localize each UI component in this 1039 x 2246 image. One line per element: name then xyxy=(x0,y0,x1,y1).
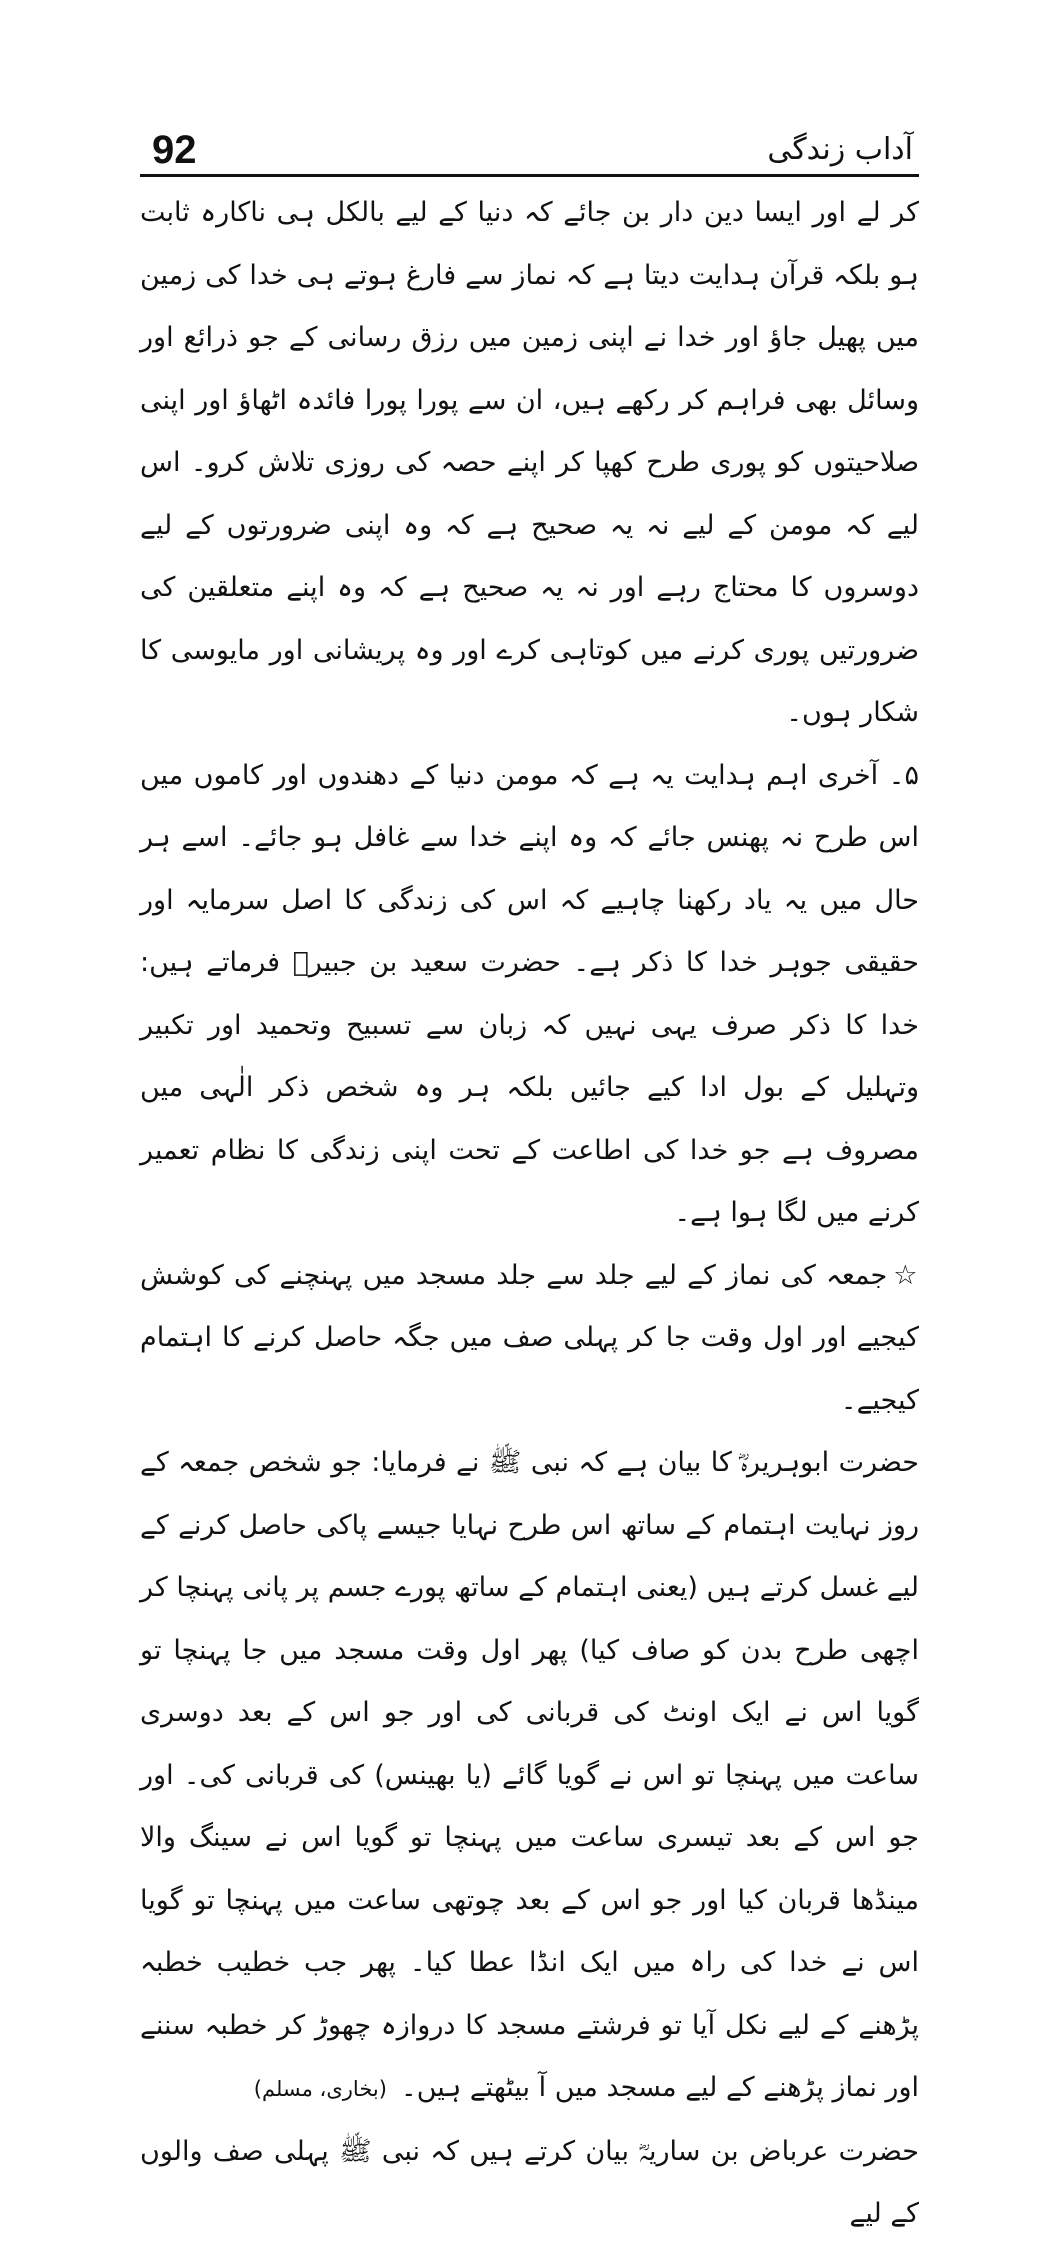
paragraph-4-text: حضرت ابوہریرہؓ کا بیان ہے کہ نبی ﷺ نے فرمایا: جو شخص جمعہ کے روز نہایت اہتمام کے ساتھ اس طرح نہایا جیسے پاکی حاصل کرنے کے لیے غسل کرتے ہیں (یعنی اہتمام کے ساتھ پورے جسم پر پانی پہنچا کر اچھی طرح بدن کو صاف کیا) پھر اول وقت مسجد میں جا پہنچا تو گویا اس نے ایک اونٹ کی قربانی کی اور جو اس کے بعد دوسری ساعت میں پہنچا تو اس نے گویا گائے (یا بھینس) کی قربانی کی۔ اور جو اس کے بعد تیسری ساعت میں پہنچا تو گویا اس نے سینگ والا مینڈھا قربان کیا اور جو اس کے بعد چوتھی ساعت میں پہنچا تو گویا اس نے خدا کی راہ میں ایک انڈا عطا کیا۔ پھر جب خطیب خطبہ پڑھنے کے لیے نکل آیا تو فرشتے مسجد کا دروازہ چھوڑ کر خطبہ سننے اور نماز پڑھنے کے لیے مسجد میں آ بیٹھتے ہیں۔ xyxy=(140,1447,919,2103)
running-title: آداب زندگی xyxy=(767,132,913,167)
paragraph-4 xyxy=(140,1432,919,2121)
paragraph-5: حضرت عرباض بن ساریہؓ بیان کرتے ہیں کہ نبی ﷺ پہلی صف والوں کے لیے xyxy=(140,2135,919,2229)
paragraph-3-text: جمعہ کی نماز کے لیے جلد سے جلد مسجد میں پہنچنے کی کوشش کیجیے اور اول وقت جا کر پہلی صف میں جگہ حاصل کرنے کا اہتمام کیجیے۔ xyxy=(140,1259,919,1416)
body-text xyxy=(140,182,919,2246)
star-icon: ☆ xyxy=(893,1259,919,1291)
paragraph-2: ۵۔ آخری اہم ہدایت یہ ہے کہ مومن دنیا کے دھندوں اور کاموں میں اس طرح نہ پھنس جائے کہ وہ اپنے خدا سے غافل ہو جائے۔ اسے ہر حال میں یہ یاد رکھنا چاہیے کہ اس کی زندگی کا اصل سرمایہ اور حقیقی جوہر خدا کا ذکر ہے۔ حضرت سعید بن جبیرؒ فرماتے ہیں: خدا کا ذکر صرف یہی نہیں کہ زبان سے تسبیح وتحمید اور تکبیر وتہلیل کے بول ادا کیے جائیں بلکہ ہر وہ شخص ذکر الٰہی میں مصروف ہے جو خدا کی اطاعت کے تحت اپنی زندگی کا نظام تعمیر کرنے میں لگا ہوا ہے۔ xyxy=(140,759,919,1228)
paragraph-3 xyxy=(140,1245,919,1433)
page-number: 92 xyxy=(152,128,197,172)
paragraph-1: کر لے اور ایسا دین دار بن جائے کہ دنیا کے لیے بالکل ہی ناکارہ ثابت ہو بلکہ قرآن ہدایت دیتا ہے کہ نماز سے فارغ ہوتے ہی خدا کی زمین میں پھیل جاؤ اور خدا نے اپنی زمین میں رزق رسانی کے جو ذرائع اور وسائل بھی فراہم کر رکھے ہیں، ان سے پورا پورا فائدہ اٹھاؤ اور اپنی صلاحیتوں کو پوری طرح کھپا کر اپنے حصہ کی روزی تلاش کرو۔ اس لیے کہ مومن کے لیے نہ یہ صحیح ہے کہ وہ اپنی ضرورتوں کے لیے دوسروں کا محتاج رہے اور نہ یہ صحیح ہے کہ وہ اپنے متعلقین کی ضرورتیں پوری کرنے میں کوتاہی کرے اور وہ پریشانی اور مایوسی کا شکار ہوں۔ xyxy=(140,197,919,728)
page-header xyxy=(140,118,919,177)
hadith-citation: (بخاری، مسلم) xyxy=(253,2077,387,2101)
